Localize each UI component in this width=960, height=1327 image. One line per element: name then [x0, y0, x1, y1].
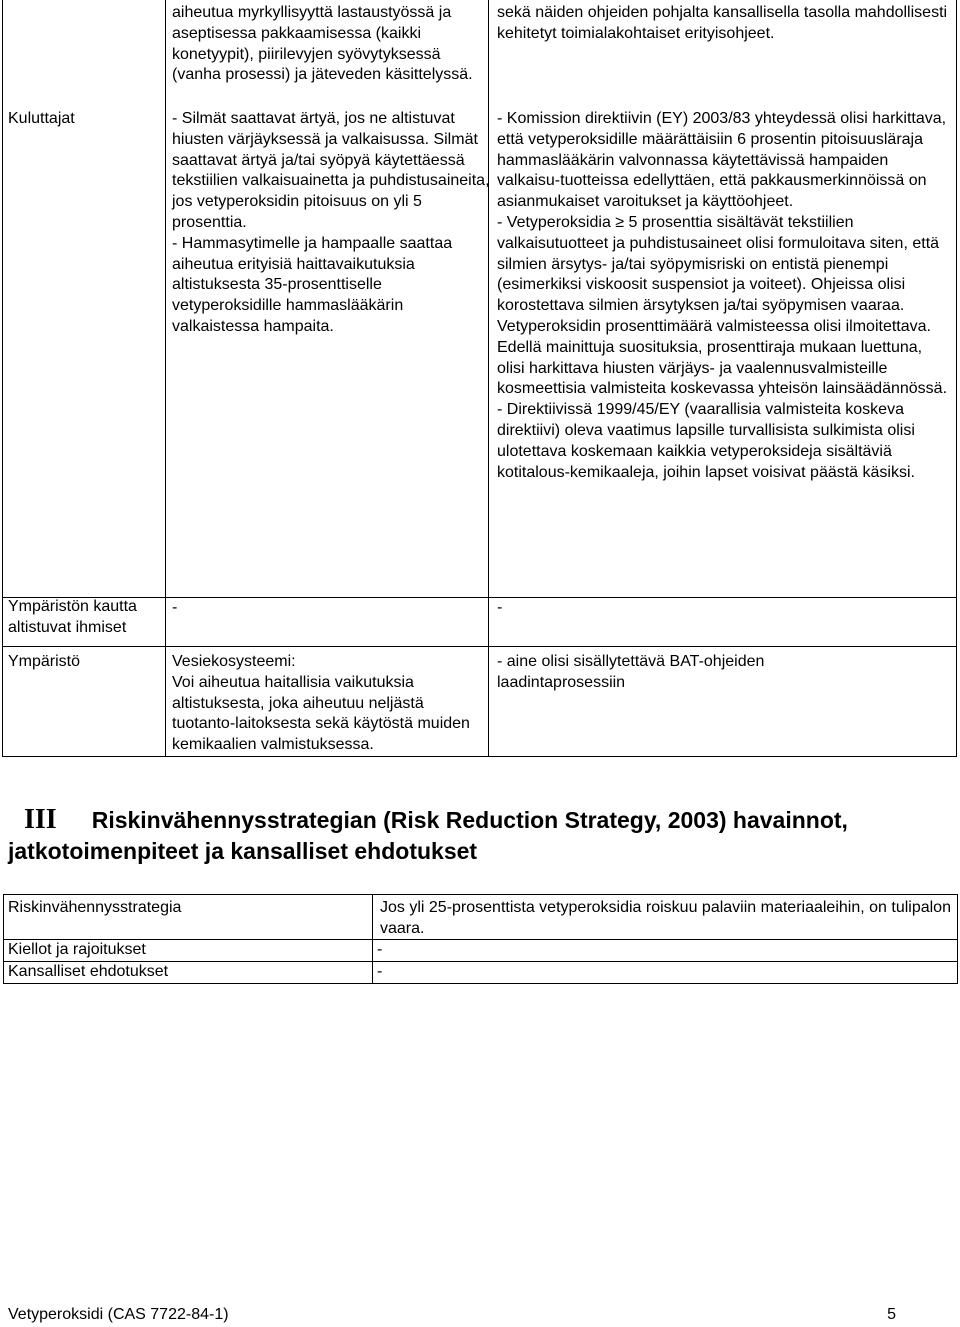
table-left-border: [3, 894, 4, 984]
strategy-label: Riskinvähennysstrategia: [8, 899, 182, 916]
restrictions-value: -: [377, 941, 383, 958]
section-title: Riskinvähennysstrategian (Risk Reduction Strategy, 2003) havainnot, jatkotoimenpiteet ja kansalliset ehdotukset: [8, 807, 848, 864]
table-bottom-border: [2, 756, 957, 757]
row-effects-environment-exposed-humans: -: [172, 599, 178, 616]
table-left-border: [2, 0, 3, 757]
column-divider: [165, 0, 166, 757]
restrictions-label: Kiellot ja rajoitukset: [8, 941, 146, 958]
national-proposals-value: -: [377, 963, 383, 980]
row-measures-continued: sekä näiden ohjeiden pohjalta kansallisella tasolla mahdollisesti kehitetyt toimialakohtaiset erityisohjeet.: [497, 4, 948, 42]
row-effects-environment: Vesiekosysteemi: Voi aiheutua haitallisia vaikutuksia altistuksesta, joka aiheutuu neljästä tuotanto-laitoksesta sekä käytöstä muiden kemikaalien valmistuksessa.: [172, 653, 470, 754]
row-effects-consumers: - Silmät saattavat ärtyä, jos ne altistuvat hiusten värjäyksessä ja valkaisussa. Silmät saattavat ärtyä ja/tai syöpyä käytettäessä tekstiilien valkaisuainetta ja puhdistusaineita, jos vetyperoksidin pitoisuus on yli 5 prosenttia. - Hammasytimelle ja hampaalle saattaa aiheutua erityisiä haittavaikutuksia altistuksesta 35-prosenttiselle vetyperoksidille hammaslääkärin valkaistessa hampaita.: [172, 110, 490, 335]
section-heading: [8, 804, 953, 867]
row-measures-consumers: - Komission direktiivin (EY) 2003/83 yhteydessä olisi harkittava, että vetyperoksidille määrättäisiin 6 prosentin pitoisuusläraja hammaslääkärin valvonnassa käytettävissä hampaiden valkaisu-tuotteissa edellyttäen, että pakkausmerkinnöissä on asianmukaiset varoitukset ja käyttöohjeet. - Vetyperoksidia ≥ 5 prosenttia sisältävät tekstiilien valkaisutuotteet ja puhdistusaineet olisi formuloitava siten, että silmien ärsytys- ja/tai syöpymisriski on entistä pienempi (esimerkiksi viskoosit suspensiot ja voiteet). Ohjeissa olisi korostettava silmien ärsytyksen ja/tai syöpymisen vaaraa. Vetyperoksidin prosenttimäärä valmisteessa olisi ilmoitettava. Edellä mainittuja suosituksia, prosenttiraja mukaan luettuna, olisi harkittava hiusten värjäys- ja vaalennusvalmisteille kosmeettisia valmisteita koskevassa yhteisön lainsäädännössä. - Direktiivissä 1999/45/EY (vaarallisia valmisteita koskeva direktiivi) oleva vaatimus lapsille turvallisista sulkimista olisi ulotettava koskemaan kaikkia vetyperoksideja sisältäviä kotitalous-kemikaaleja, joihin lapset voisivat päästä käsiksi.: [497, 110, 948, 481]
column-divider: [372, 894, 373, 984]
strategy-value: Jos yli 25-prosenttista vetyperoksidia roiskuu palaviin materiaaleihin, on tulipalon vaara.: [380, 899, 951, 937]
table-right-border: [957, 894, 958, 984]
row-label-consumers: Kuluttajat: [8, 110, 75, 127]
page-number: 5: [887, 1306, 896, 1323]
row-label-environment-exposed-humans: Ympäristön kautta altistuvat ihmiset: [8, 598, 137, 636]
row-measures-environment-exposed-humans: -: [497, 599, 503, 616]
footer-doc-title: Vetyperoksidi (CAS 7722-84-1): [8, 1306, 229, 1323]
strategy-table: [3, 894, 959, 984]
national-proposals-label: Kansalliset ehdotukset: [8, 963, 169, 980]
row-effects-continued: aiheutua myrkyllisyyttä lastaustyössä ja aseptisessa pakkaamisessa (kaikki konetyypit), piirilevyjen syövytyksessä (vanha prosessi) ja jäteveden käsittelyssä.: [172, 4, 473, 84]
table-top-border: [3, 894, 958, 895]
table-bottom-border: [3, 983, 958, 984]
row-measures-environment: - aine olisi sisällytettävä BAT-ohjeiden laadintaprosessiin: [497, 653, 765, 691]
row-divider: [2, 646, 957, 647]
section-numeral: III: [24, 804, 57, 835]
table-right-border: [956, 0, 957, 757]
effects-table: [2, 0, 957, 757]
row-label-environment: Ympäristö: [8, 653, 81, 670]
